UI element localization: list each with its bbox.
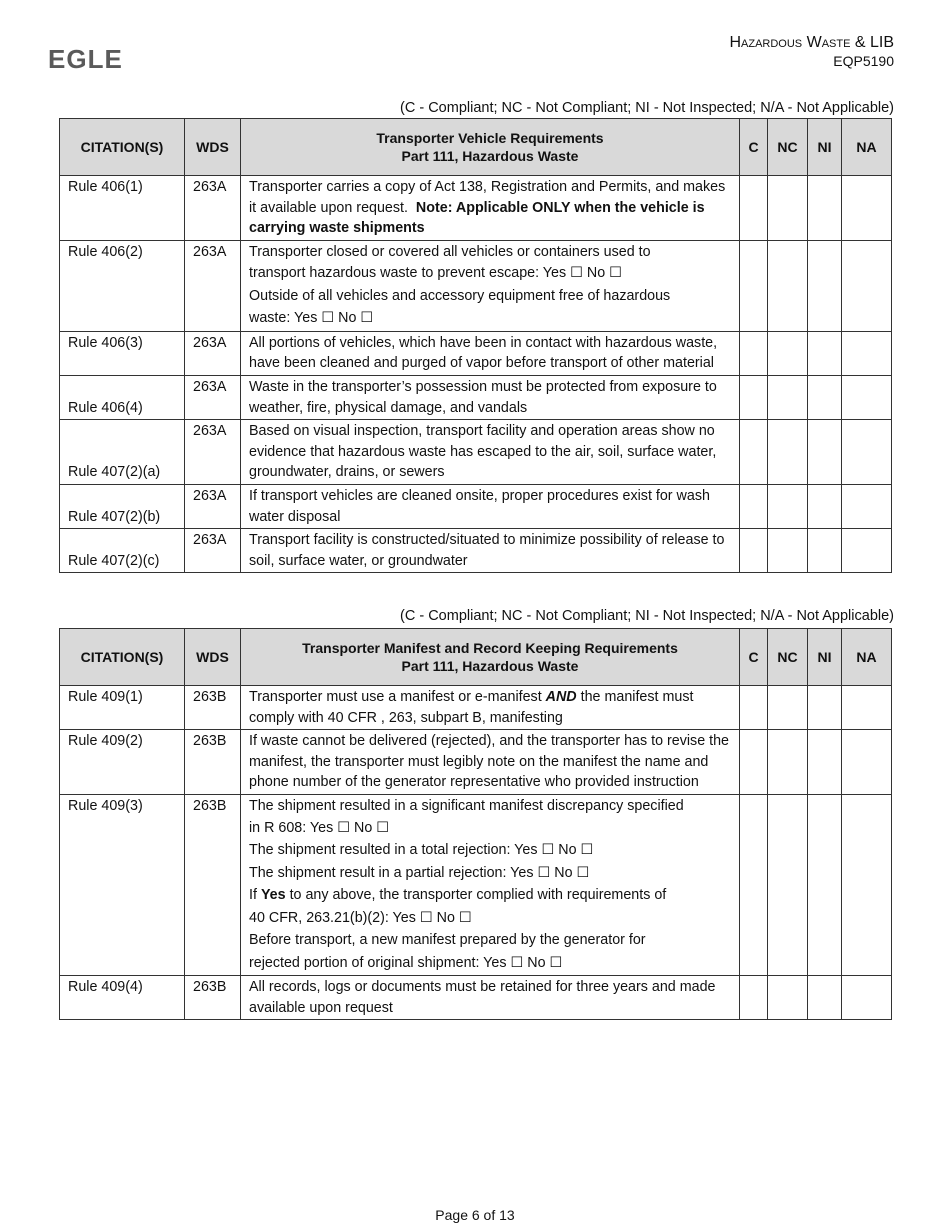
citation-cell: Rule 409(3) [60, 794, 185, 975]
wds-cell: 263B [185, 686, 241, 730]
page-number: Page 6 of 13 [435, 1207, 515, 1223]
requirement-cell [241, 240, 740, 331]
nc-checkbox-cell[interactable] [768, 686, 808, 730]
requirement-line: The shipment resulted in a total rejection: Yes ☐ No ☐ [249, 842, 594, 859]
citation-cell: Rule 407(2)(b) [60, 485, 185, 529]
column-header-nc: NC [768, 629, 808, 686]
na-checkbox-cell[interactable] [842, 976, 892, 1020]
column-header-wds: WDS [185, 629, 241, 686]
column-header-ni: NI [808, 119, 842, 176]
na-checkbox-cell[interactable] [842, 176, 892, 241]
title-line-1: Transporter Manifest and Record Keeping Requirements [302, 640, 678, 656]
column-header-na: NA [842, 119, 892, 176]
c-checkbox-cell[interactable] [740, 331, 768, 375]
table-row [60, 686, 892, 730]
citation-cell: Rule 406(3) [60, 331, 185, 375]
citation-cell: Rule 409(2) [60, 730, 185, 795]
na-checkbox-cell[interactable] [842, 730, 892, 795]
column-header-wds: WDS [185, 119, 241, 176]
citation-cell: Rule 407(2)(c) [60, 529, 185, 573]
requirement-line: rejected portion of original shipment: Yes ☐ No ☐ [249, 954, 563, 971]
na-checkbox-cell[interactable] [842, 420, 892, 485]
column-header-title [241, 119, 740, 176]
table-header-row [60, 119, 892, 176]
requirement-cell [241, 686, 740, 730]
column-header-c: C [740, 119, 768, 176]
wds-cell: 263A [185, 376, 241, 420]
wds-cell: 263B [185, 730, 241, 795]
na-checkbox-cell[interactable] [842, 240, 892, 331]
c-checkbox-cell[interactable] [740, 730, 768, 795]
nc-checkbox-cell[interactable] [768, 331, 808, 375]
wds-cell: 263A [185, 240, 241, 331]
requirement-line: If Yes to any above, the transporter complied with requirements of [249, 887, 667, 904]
nc-checkbox-cell[interactable] [768, 176, 808, 241]
requirement-cell: Based on visual inspection, transport facility and operation areas show no evidence that hazardous waste has escaped to the air, soil, surface water, groundwater, drains, or sewers [241, 420, 740, 485]
requirement-line: 40 CFR, 263.21(b)(2): Yes ☐ No ☐ [249, 909, 472, 926]
na-checkbox-cell[interactable] [842, 686, 892, 730]
wds-cell: 263B [185, 976, 241, 1020]
ni-checkbox-cell[interactable] [808, 976, 842, 1020]
vehicle-requirements-table [59, 118, 892, 573]
column-header-title [241, 629, 740, 686]
nc-checkbox-cell[interactable] [768, 730, 808, 795]
table-row [60, 176, 892, 241]
citation-cell: Rule 409(1) [60, 686, 185, 730]
table-row [60, 420, 892, 485]
citation-cell: Rule 409(4) [60, 976, 185, 1020]
ni-checkbox-cell[interactable] [808, 730, 842, 795]
c-checkbox-cell[interactable] [740, 176, 768, 241]
requirement-line: The shipment result in a partial rejection: Yes ☐ No ☐ [249, 864, 590, 881]
legend-1: (C - Compliant; NC - Not Compliant; NI - Not Inspected; N/A - Not Applicable) [400, 100, 894, 116]
citation-cell: Rule 406(2) [60, 240, 185, 331]
ni-checkbox-cell[interactable] [808, 529, 842, 573]
column-header-citation: CITATION(S) [60, 119, 185, 176]
na-checkbox-cell[interactable] [842, 485, 892, 529]
requirement-line: waste: Yes ☐ No ☐ [249, 310, 374, 327]
citation-cell: Rule 407(2)(a) [60, 420, 185, 485]
table-row [60, 976, 892, 1020]
citation-cell: Rule 406(4) [60, 376, 185, 420]
table-row [60, 730, 892, 795]
na-checkbox-cell[interactable] [842, 376, 892, 420]
document-header [729, 34, 894, 69]
column-header-ni: NI [808, 629, 842, 686]
wds-cell: 263A [185, 485, 241, 529]
requirement-cell: Transport facility is constructed/situated to minimize possibility of release to soil, surface water, or groundwater [241, 529, 740, 573]
requirement-cell: All portions of vehicles, which have been in contact with hazardous waste, have been cleaned and purged of vapor before transport of other material [241, 331, 740, 375]
nc-checkbox-cell[interactable] [768, 529, 808, 573]
c-checkbox-cell[interactable] [740, 376, 768, 420]
requirement-line: Transporter closed or covered all vehicles or containers used to [249, 243, 651, 260]
nc-checkbox-cell[interactable] [768, 376, 808, 420]
c-checkbox-cell[interactable] [740, 485, 768, 529]
nc-checkbox-cell[interactable] [768, 794, 808, 975]
wds-cell: 263A [185, 420, 241, 485]
table-row [60, 376, 892, 420]
requirement-line: The shipment resulted in a significant manifest discrepancy specified [249, 797, 684, 814]
c-checkbox-cell[interactable] [740, 686, 768, 730]
requirement-line: Before transport, a new manifest prepared by the generator for [249, 932, 646, 949]
nc-checkbox-cell[interactable] [768, 240, 808, 331]
requirement-text: Transporter carries a copy of Act 138, Registration and Permits, and makes it available upon request. [249, 179, 726, 216]
c-checkbox-cell[interactable] [740, 794, 768, 975]
egle-logo: EGLE [48, 44, 123, 74]
ni-checkbox-cell[interactable] [808, 686, 842, 730]
form-code: EQP5190 [833, 53, 894, 69]
column-header-citation: CITATION(S) [60, 629, 185, 686]
column-header-c: C [740, 629, 768, 686]
ni-checkbox-cell[interactable] [808, 176, 842, 241]
c-checkbox-cell[interactable] [740, 529, 768, 573]
c-checkbox-cell[interactable] [740, 420, 768, 485]
requirement-line: Outside of all vehicles and accessory equipment free of hazardous [249, 287, 671, 304]
title-line-1: Transporter Vehicle Requirements [376, 130, 604, 146]
table-row [60, 794, 892, 975]
na-checkbox-cell[interactable] [842, 331, 892, 375]
ni-checkbox-cell[interactable] [808, 376, 842, 420]
requirement-note: Note: Applicable ONLY when the vehicle is carrying waste shipments [249, 199, 705, 237]
nc-checkbox-cell[interactable] [768, 485, 808, 529]
requirement-cell [241, 176, 740, 241]
manifest-requirements-table [59, 628, 892, 1020]
requirement-cell: If transport vehicles are cleaned onsite, proper procedures exist for wash water disposal [241, 485, 740, 529]
requirement-cell: Waste in the transporter’s possession must be protected from exposure to weather, fire, physical damage, and vandals [241, 376, 740, 420]
column-header-nc: NC [768, 119, 808, 176]
table-row [60, 331, 892, 375]
table-row [60, 485, 892, 529]
wds-cell: 263A [185, 176, 241, 241]
table-row [60, 529, 892, 573]
wds-cell: 263B [185, 794, 241, 975]
requirement-cell: All records, logs or documents must be retained for three years and made available upon request [241, 976, 740, 1020]
citation-cell: Rule 406(1) [60, 176, 185, 241]
requirement-text: the manifest must comply with 40 CFR , 263, subpart B, manifesting [249, 689, 694, 726]
wds-cell: 263A [185, 331, 241, 375]
requirement-line: transport hazardous waste to prevent escape: Yes ☐ No ☐ [249, 265, 622, 282]
column-header-na: NA [842, 629, 892, 686]
ni-checkbox-cell[interactable] [808, 794, 842, 975]
c-checkbox-cell[interactable] [740, 976, 768, 1020]
requirement-line: in R 608: Yes ☐ No ☐ [249, 819, 390, 836]
nc-checkbox-cell[interactable] [768, 976, 808, 1020]
requirement-text: Transporter must use a manifest or e-manifest [249, 689, 542, 705]
ni-checkbox-cell[interactable] [808, 420, 842, 485]
c-checkbox-cell[interactable] [740, 240, 768, 331]
requirement-cell [241, 794, 740, 975]
requirement-emphasis: AND [545, 689, 577, 705]
table-row [60, 240, 892, 331]
legend-2: (C - Compliant; NC - Not Compliant; NI - Not Inspected; N/A - Not Applicable) [400, 608, 894, 624]
requirement-cell: If waste cannot be delivered (rejected), and the transporter has to revise the manifest, the transporter must legibly note on the manifest the name and phone number of the generator representative who provided instruction [241, 730, 740, 795]
document-title: Hazardous Waste & LIB [729, 34, 894, 51]
ni-checkbox-cell[interactable] [808, 485, 842, 529]
nc-checkbox-cell[interactable] [768, 420, 808, 485]
title-line-2: Part 111, Hazardous Waste [401, 148, 579, 164]
ni-checkbox-cell[interactable] [808, 331, 842, 375]
na-checkbox-cell[interactable] [842, 529, 892, 573]
ni-checkbox-cell[interactable] [808, 240, 842, 331]
title-line-2: Part 111, Hazardous Waste [401, 658, 579, 674]
na-checkbox-cell[interactable] [842, 794, 892, 975]
table-header-row [60, 629, 892, 686]
wds-cell: 263A [185, 529, 241, 573]
